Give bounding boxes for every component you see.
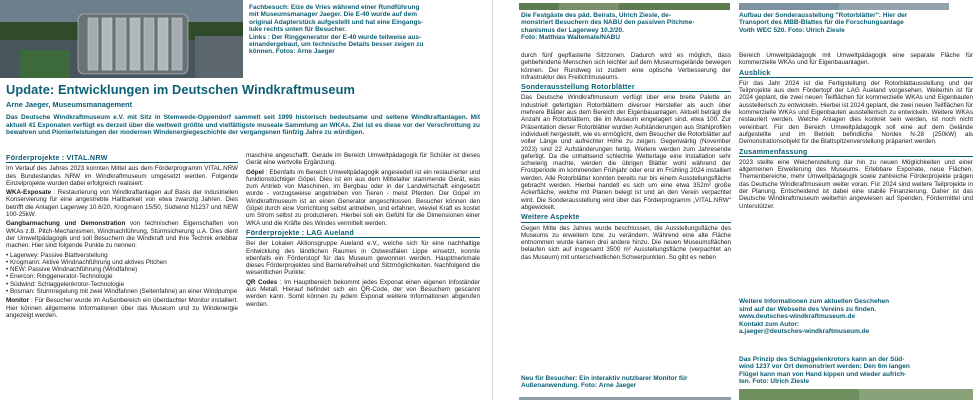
caption-line: Links : Der Ringgenerator der E-40 wurde teilweise aus- xyxy=(249,33,422,41)
paragraph xyxy=(6,220,238,249)
caption-line: Aufbau der Sonderausstellung "Rotorblätter": Hier der xyxy=(739,12,908,19)
caption-line: chanismus der Lagerwey 10.2/20. xyxy=(521,26,624,34)
paragraph xyxy=(6,297,238,319)
rotor-demo-caption xyxy=(739,356,975,386)
paragraph-title: Gangbarmachung und Demonstration xyxy=(6,220,126,228)
caption-line: Außenanwendung. Foto: Arne Jaeger xyxy=(521,382,637,390)
bullet-list xyxy=(6,252,238,296)
top-photo-caption xyxy=(249,4,481,56)
caption-line: Fachbesuch: Eize de Vries während einer Rundführung xyxy=(249,4,420,11)
paragraph-title: Göpel xyxy=(246,168,264,176)
left-column-2 xyxy=(246,152,480,400)
info-line: sind auf der Webseite des Vereins zu finden. xyxy=(739,305,877,313)
list-item: • NEW: Passive Windnachführung (Windfahne) xyxy=(6,266,138,274)
paragraph: Gegen Mitte des Jahres wurde beschlossen, die Ausstellungsfläche des Museums zu erweitern bzw. zu verändern. Während eine alte Fläche entnommen wurde kamen drei andere hinzu. Die neuen Museumsflächen belaufen sich auf insgesamt 3500 m² Ausstellungsfläche (verpachtet an das Museum) mit unterschiedlichen Schwerpunkten. So gibt es neben xyxy=(521,224,731,261)
caption-line: luke rechts unten für Besucher. xyxy=(249,26,347,34)
section-heading: Zusammenfassung xyxy=(739,148,973,157)
paragraph: durch fünf gepflasterte Sitzzonen. Dadurch wird es möglich, dass gehbehinderte Menschen sich leichter auf dem Museumsgelände bewegen können. Der Rundweg ist zudem eine optische Verbesserung der Infrastruktur des Freilichtmuseums. xyxy=(521,52,731,81)
caption-line: wind 1237 vor Ort demonstriert werden: Den 6m langen xyxy=(739,363,910,371)
paragraph: 2023 stellte eine Weichenstellung dar hin zu neuen Möglichkeiten und einer allgemeinen Erweiterung des Museums. Erlebbare Exponate, neue Flächen, Themenbereiche, mehr Umweltpädagogik sowie zahlreiche Förderprojekte prägen das Deutsche Windkraftmuseum weiter voran. Für 2024 sind weitere Teilprojekte in der Planung. Entscheidend ist dabei eine stabile Finanzierung. Daher ist das Deutsche Windkraftmuseum weiterhin angewiesen auf Spenden, Fördermittel und Unterstützer. xyxy=(739,158,973,210)
paragraph: Im Verlauf des Jahres 2023 konnten Mittel aus dem Förderprogramm VITAL.NRW des Bundeslandes NRW im Windkraftmuseum umgesetzt werden. Folgende Einzelprojekte wurden dabei erfolgreich realisiert: xyxy=(6,165,238,187)
paragraph xyxy=(6,189,238,218)
website-link[interactable]: www.deutsches-windkraftmuseum.de xyxy=(739,313,856,321)
paragraph: Bei der Lokalen Aktionsgruppe Aueland e.V., welche sich für eine nachhaltige Entwicklung des ländlichen Raumes in Ostwestfalen Lippe einsetzt, konnte ebenfalls ein Förderstopf für das Museum gewonnen werden. Hauptmerkmale dieses Förderprojektes sind Barrierefreiheit und Sitzmöglichkeiten. Nachfolgend die wesentlichen Punkte: xyxy=(246,240,480,277)
list-item: • Bosman: Sturmregelung mit zwei Windfahnen (Seitenfahne) an einer Windpumpe xyxy=(6,288,238,296)
caption-line: Foto: Matthias Waltemate/NABU xyxy=(521,34,621,42)
info-line: Weitere Informationen zum aktuellen Geschehen xyxy=(739,298,890,305)
photo-illustration xyxy=(739,389,973,400)
rotor-photo-caption xyxy=(739,12,975,34)
paragraph: Bereich Umweltpädagogik mit Umweltpädagogik eine separate Fläche für kommerzielle WKAs und für Eigenbauanlagen. xyxy=(739,52,973,67)
caption-line: ten. Foto: Ulrich Ziesle xyxy=(739,378,810,386)
caption-line: Flügel kann man von Hand kippen und wieder aufrich- xyxy=(739,370,907,378)
caption-line: einandergebaut, um technische Details besser zeigen zu xyxy=(249,41,424,49)
photo-illustration xyxy=(739,3,949,10)
paragraph xyxy=(246,279,480,308)
monitor-photo-caption xyxy=(521,375,733,390)
info-line: Kontakt zum Autor: xyxy=(739,320,800,328)
paragraph-body: : Im Hauptbereich bekommt jedes Exponat einen eigenen Infoständer aus Metall. Hierauf befindet sich ein QR-Code, der von Besuchern gescannt werden kann. Somit können zu jedem Exponat weitere Informationen abgerufen werden. xyxy=(246,278,480,308)
contact-info xyxy=(739,298,973,336)
nabu-visit-photo xyxy=(519,0,730,10)
left-page xyxy=(0,0,485,400)
article-lead: Das Deutsche Windkraftmuseum e.V. mit Sitz in Stemwede-Oppendorf sammelt seit 1999 historisch bedeutsame und seltene Windkraftanlagen. Mit aktuell 41 Exponaten verfügt es derzeit über die weltweit größte und vielfältigste museale Sammlung an WKAs. Ziel ist es diese vor der Verschrottung zu bewahren und Pionierleistungen der modernen Windenergiegeschichte der vergangenen fünfzig Jahre zu würdigen. xyxy=(6,114,480,137)
caption-line: mit Museumsmanager Jaeger. Die E-40 wurde auf dem xyxy=(249,11,417,19)
caption-line: original Adapterstück aufgestellt und hat eine Eingangs- xyxy=(249,18,424,26)
section-heading: Förderprojekte : LAG Aueland xyxy=(246,229,480,238)
right-column-1 xyxy=(521,52,731,342)
turbine-generator-photo xyxy=(0,0,243,78)
list-item: • Lagerwey: Passive Blattverstellung xyxy=(6,251,108,259)
paragraph: maschine angeschafft. Gerade im Bereich Umweltpädagogik für Schüler ist dieses Gerät eine wertvolle Ergänzung. xyxy=(246,152,480,167)
caption-line: können. Fotos: Arne Jaeger xyxy=(249,48,335,56)
email-link[interactable]: a.jaeger@deutsches-windkraftmuseum.de xyxy=(739,328,870,336)
paragraph-title: QR Codes xyxy=(246,278,278,286)
caption-line: Die Festgäste des päd. Beirats, Ulrich Ziesle, de- xyxy=(521,12,671,19)
section-heading: Ausblick xyxy=(739,69,973,78)
paragraph-title: Monitor xyxy=(6,297,30,305)
paragraph-title: WKA-Exposate xyxy=(6,189,52,197)
paragraph xyxy=(246,169,480,227)
paragraph-body: : Ebenfalls im Bereich Umweltpädagogik angesiedelt ist ein restaurierter und funktionstüchtiger Göpel. Dies ist ein aus dem Mittelalter stammende Gerät, was zum Antrieb von Maschinen, im Bergbau oder in der Landwirtschaft eingesetzt wurde - vorzugsweise angetrieben von Tieren - meist Pferden. Der Göpel im Windkraftmuseum ist an einen Generator angeschlossen. Besucher können den Göpel durch eine Vorrichtung selbst antreiben, und erfahren, wieviel Kraft es kostet um Strom selbst zu produzieren. Hierbei soll ein Gefühl für die Dimensionen einer WKA und die Kräfte des Windes vermittelt werden. xyxy=(246,168,480,227)
nabu-photo-caption xyxy=(521,12,733,42)
right-page xyxy=(492,0,978,400)
rotor-transport-photo xyxy=(739,0,949,10)
rotor-demo-photo xyxy=(739,388,973,400)
list-item: • Krogmann: Aktive Windnachführung und aktives Pitchen xyxy=(6,258,167,266)
photo-illustration xyxy=(0,0,243,78)
caption-line: Das Prinzip des Schlaggelenkrotors kann an der Süd- xyxy=(739,356,905,363)
paragraph: Für das Jahr 2024 ist die Fertigstellung der Rotorblattausstellung und der Teilprojekte aus dem Fördertopf der LAG Aueland vorgesehen. Weiterhin ist für 2024 geplant, die zwei neuen Teilflächen für kommerzielle WKAs und Eigenbauten ausstellerisch zu entwickeln. Hierbei ist 2024 geplant, die zwei neuen Teilflächen für kommerzielle WKAs und Eigenbauten ausstellerisch zu entwickeln. Weitere WKAs restauriert werden. Welche Anlagen dies konkret sein werden, ist noch nicht vereinbart. Für den Bereich Umweltpädagogik soll eine auf dem Gelände aufgestellte und im Betrieb befindliche Nordex N-28 (250kW) als Demonstrationsobjekt für die Blattspitzenverstellung präpariert werden. xyxy=(739,79,973,146)
paragraph-body: von technischen Eigenschaften von WKAs z.B. Pitch-Mechanismen, Windnachführung, Sturmsicherung u.A. Dies dient der Umweltpädagogik und soll Besuchern die Windkraft und ihre Technik erlebbar machen. Hier sind folgende Punkte zu nennen: xyxy=(6,220,238,250)
caption-line: Neu für Besucher: Ein interaktiv nutzbarer Monitor für xyxy=(521,375,688,382)
list-item: • Südwind: Schlaggelenkrotor-Technologie xyxy=(6,280,125,288)
monitor-photo xyxy=(519,392,731,400)
photo-illustration xyxy=(519,3,730,10)
paragraph-body: : Restaurierung von Windkraftanlagen auf Basis der industriellen Konservierung für eine angestrebte Haltbarkeit von etwa zwanzig Jahren. Dies betrifft die Anlagen Lagerwey 10.6/20, Krogmann 15/50, Südwind N1237 und NEW 100-25kW. xyxy=(6,189,238,219)
left-column-1 xyxy=(6,152,238,400)
section-heading: Förderprojekte : VITAL.NRW xyxy=(6,154,238,163)
article-author: Arne Jaeger, Museumsmanagement xyxy=(6,100,133,109)
caption-line: Transport des MBB-Blattes für die Forschungsanlage xyxy=(739,19,904,27)
paragraph-body: : Für Besucher wurde im Außenbereich ein überdachter Monitor installiert. Hier können allgemeine Informationen über das Museum und zu Windenergie angezeigt werden. xyxy=(6,297,238,319)
caption-line: Voith WEC 520. Foto: Ulrich Ziesle xyxy=(739,26,845,34)
right-column-2 xyxy=(739,52,973,292)
paragraph: Das Deutsche Windkraftmuseum verfügt über eine breite Palette an industriell gefertigten Rotorblättern diverser Hersteller als auch über mehrere Blätter aus dem Bereich der Eigenbauanlagen. Aktuell beträgt die Anzahl an Rotorblättern, die im Museum eingelagert sind, etwa 100. Zur Präsentation dieser Rotorblätter wurden Aufständerungen aus Stahlprofilen individuell hergestellt, wie es ermöglicht, dem Besucher die Rotorblätter auf voller Länge und aufrechter Höhe zu zeigen. Gegenwärtig (November 2023) sind 22 Aufständerungen fertig. Weitere werden zum Jahresende gefertigt. Da die unhaltsend schlechte Wetterlage eine Installation sehr schwierig machte, werden die übrigen Blätter wohl während der Frostperiode im kommenden Frühjahr oder erst im Frühling 2024 installiert werden. Alle Rotorblätter konnten bereits nur bis einem Ausstellungsfläche gebracht werden. Hierbei handelt es sich um eine etwa 352m² große Ackerfläche, welche mit Planen belegt ist und an den Verein verpachtet wird. Die Sonderausstellung wird über das Förderprogramm „VITAL.NRW" abgewickelt. xyxy=(521,94,731,211)
section-heading: Weitere Aspekte xyxy=(521,213,731,222)
caption-line: monstriert Besuchern des NABU den passiven Pitchme- xyxy=(521,19,695,27)
list-item: • Enercon: Ringgenerator-Technologie xyxy=(6,273,113,281)
section-heading: Sonderausstellung Rotorblätter xyxy=(521,83,731,92)
article-headline: Update: Entwicklungen im Deutschen Windkraftmuseum xyxy=(6,82,356,97)
